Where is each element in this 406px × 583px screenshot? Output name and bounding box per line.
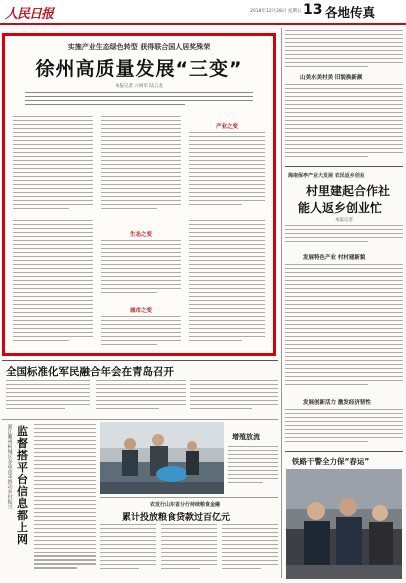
photo-caption-text bbox=[228, 446, 278, 494]
right-feature-title-2: 能人返乡创业忙 bbox=[298, 201, 383, 215]
right-feature-top-rule bbox=[285, 166, 403, 167]
right-feature-title-1: 村里建起合作社 bbox=[306, 184, 391, 198]
lower-text-2 bbox=[96, 380, 186, 416]
side-kicker-text: 浙江衢州柯城区多项改革推动乡村振兴 bbox=[6, 424, 13, 509]
lower-mid-rule bbox=[2, 419, 278, 420]
side-vertical-headline bbox=[17, 426, 30, 546]
masthead bbox=[0, 0, 406, 24]
side-headline-char: 都 bbox=[17, 509, 28, 522]
railway-police-photo-graphic bbox=[286, 469, 402, 579]
right-feature-kicker: 海南保亭产业大发展 农民返乡创业 bbox=[288, 173, 365, 179]
lower-top-rule bbox=[2, 360, 278, 361]
feature-body-col-2 bbox=[101, 116, 181, 216]
feature-article-highlight[interactable] bbox=[2, 33, 276, 356]
grain-text-3 bbox=[222, 524, 278, 580]
side-headline-char: 息 bbox=[17, 497, 28, 510]
right-text-top bbox=[285, 30, 403, 68]
right-section-head-1: 山美水美村美 旧貌换新颜 bbox=[300, 75, 363, 81]
feature-byline: 本报记者 亓树军 陆云龙 bbox=[115, 84, 163, 89]
feature-body-col-5 bbox=[101, 240, 181, 300]
right-text-3 bbox=[285, 225, 403, 247]
masthead-rule bbox=[0, 23, 406, 25]
feature-kicker: 实施产业生态绿色转型 获得联合国人居奖殊荣 bbox=[67, 43, 211, 51]
side-headline-char: 网 bbox=[17, 533, 28, 546]
feature-subhead-1: 产业之变 bbox=[215, 124, 238, 130]
side-headline-char: 台 bbox=[17, 473, 28, 486]
right-text-2 bbox=[285, 84, 403, 164]
right-rail-top-rule bbox=[285, 451, 403, 452]
fish-release-photo-graphic bbox=[100, 422, 224, 494]
grain-headline: 累计投放粮食贷款过百亿元 bbox=[122, 513, 231, 523]
lower-text-1 bbox=[6, 380, 90, 416]
side-headline-char: 平 bbox=[17, 461, 28, 474]
right-feature-byline: 本报记者 bbox=[335, 218, 353, 223]
feature-subhead-2: 生态之变 bbox=[129, 232, 152, 238]
side-headline-char: 上 bbox=[17, 521, 28, 534]
issue-date: 2018年12月28日 星期五 bbox=[250, 9, 302, 14]
feature-subhead-3: 城市之变 bbox=[129, 308, 152, 314]
section-title: 各地传真 bbox=[325, 5, 376, 20]
side-headline-char: 监 bbox=[17, 425, 28, 438]
grain-text-2 bbox=[161, 524, 217, 580]
column-divider bbox=[281, 28, 282, 578]
side-headline-char: 督 bbox=[17, 437, 28, 450]
page-number: 13 bbox=[303, 2, 323, 18]
grain-text-1 bbox=[100, 524, 156, 580]
railway-police-photo bbox=[286, 469, 402, 579]
side-kicker-vertical bbox=[6, 424, 14, 564]
right-section-head-3: 发展创新活力 激发经济韧性 bbox=[303, 400, 371, 406]
feature-body-col-6 bbox=[101, 316, 181, 350]
newspaper-logo: 人民日报 bbox=[5, 7, 54, 22]
right-text-4 bbox=[285, 264, 403, 394]
lower-main-headline: 全国标准化军民融合年会在青岛召开 bbox=[6, 366, 174, 378]
feature-body-col-1 bbox=[13, 116, 93, 216]
fish-release-photo bbox=[100, 422, 224, 494]
right-section-head-2: 发展特色产业 村村建新貌 bbox=[303, 255, 366, 261]
side-headline-char: 信 bbox=[17, 485, 28, 498]
feature-headline: 徐州高质量发展“三变” bbox=[35, 58, 243, 80]
feature-body-col-3 bbox=[189, 132, 265, 216]
lower-text-3 bbox=[190, 380, 278, 416]
feature-lead-paragraph bbox=[25, 92, 253, 105]
side-headline-char: 搭 bbox=[17, 449, 28, 462]
rail-headline: 铁路干警全力保“春运” bbox=[292, 457, 370, 466]
feature-body-col-7 bbox=[189, 220, 265, 348]
lower-side-text bbox=[34, 424, 96, 574]
right-text-5 bbox=[285, 409, 403, 449]
feature-body-col-4 bbox=[13, 220, 93, 348]
grain-top-rule bbox=[100, 497, 278, 498]
grain-kicker: 农发行山东省分行持续粮食金融 bbox=[150, 502, 221, 508]
photo-caption-title: 增殖放流 bbox=[232, 433, 260, 441]
